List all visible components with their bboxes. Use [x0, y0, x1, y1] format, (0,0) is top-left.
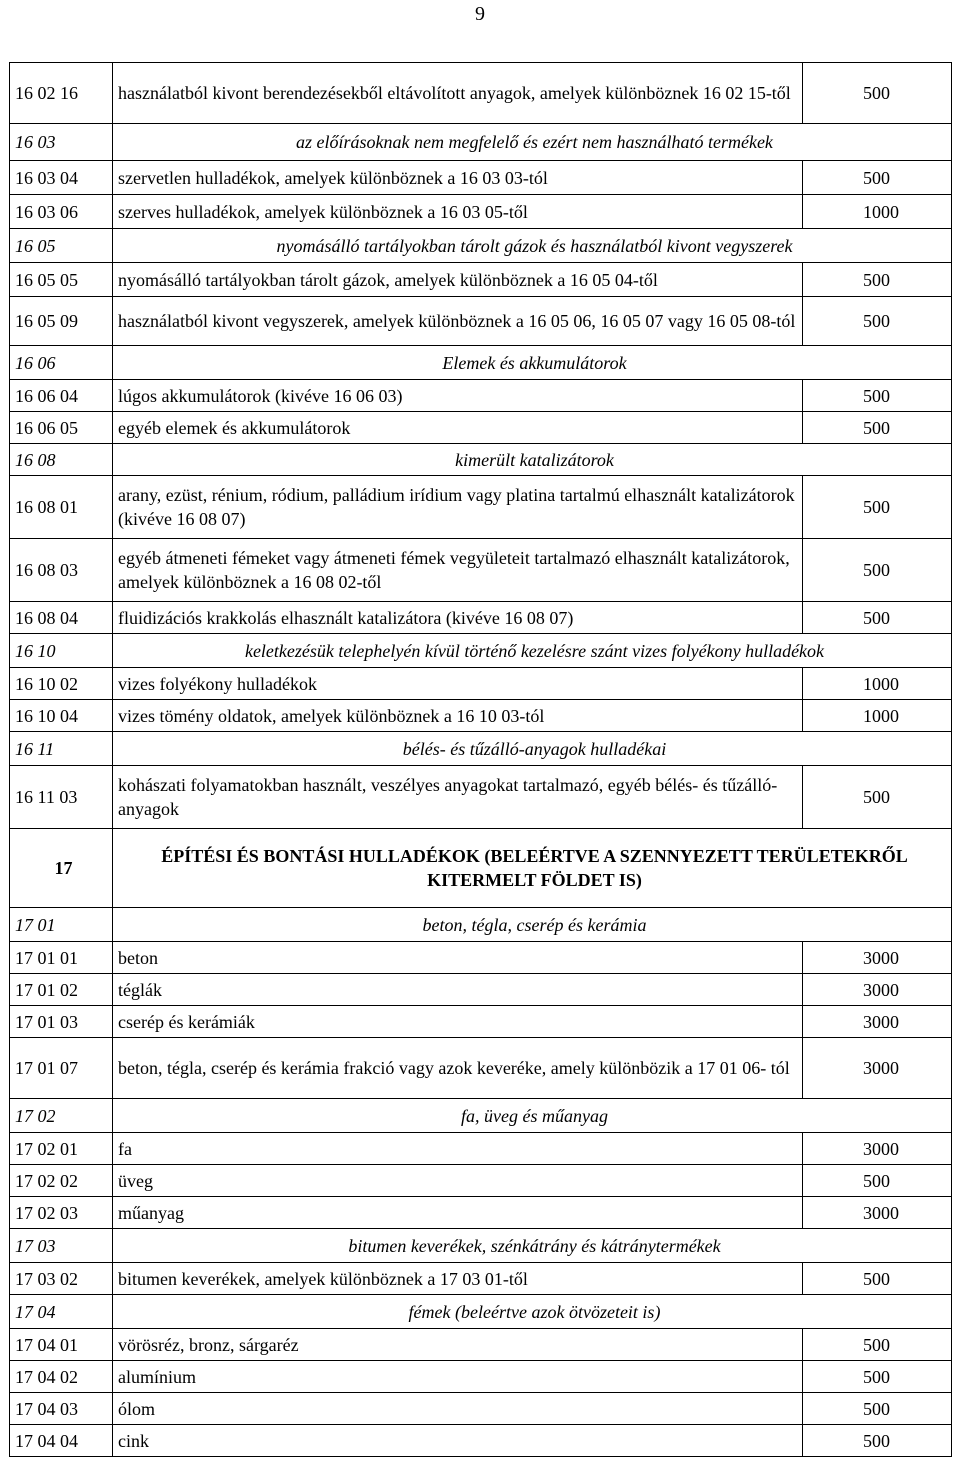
- waste-description: fa, üveg és műanyag: [113, 1099, 952, 1133]
- limit-value: 500: [803, 161, 952, 195]
- table-row: [10, 1229, 952, 1263]
- table-row: [10, 1329, 952, 1361]
- waste-code: 16 08 04: [10, 602, 113, 634]
- limit-value: 500: [803, 412, 952, 444]
- waste-description: ólom: [113, 1393, 803, 1425]
- waste-code: 16 11: [10, 732, 113, 766]
- waste-code: 17 04 03: [10, 1393, 113, 1425]
- limit-value: 500: [803, 766, 952, 829]
- limit-value: 3000: [803, 1038, 952, 1099]
- waste-code: 17 02 03: [10, 1197, 113, 1229]
- limit-value: 3000: [803, 1133, 952, 1165]
- waste-description: beton, tégla, cserép és kerámia frakció vagy azok keveréke, amely különbözik a 17 01 06- tól: [113, 1038, 803, 1099]
- waste-description: keletkezésük telephelyén kívül történő kezelésre szánt vizes folyékony hulladékok: [113, 634, 952, 668]
- waste-code: 17 02 02: [10, 1165, 113, 1197]
- table-row: [10, 124, 952, 161]
- table-row: [10, 1165, 952, 1197]
- limit-value: 3000: [803, 1197, 952, 1229]
- table-row: [10, 634, 952, 668]
- waste-description: vörösréz, bronz, sárgaréz: [113, 1329, 803, 1361]
- limit-value: 500: [803, 1329, 952, 1361]
- limit-value: 500: [803, 1393, 952, 1425]
- limit-value: 500: [803, 602, 952, 634]
- limit-value: 500: [803, 1361, 952, 1393]
- limit-value: 500: [803, 297, 952, 346]
- table-row: [10, 1133, 952, 1165]
- waste-code: 17 01 07: [10, 1038, 113, 1099]
- table-row: [10, 1393, 952, 1425]
- waste-description: egyéb átmeneti fémeket vagy átmeneti fémek vegyületeit tartalmazó elhasznált katalizátorok, amelyek különböznek a 16 08 02-től: [113, 539, 803, 602]
- waste-code: 16 03 06: [10, 195, 113, 229]
- waste-code: 17 02: [10, 1099, 113, 1133]
- table-row: [10, 974, 952, 1006]
- table-row: [10, 297, 952, 346]
- limit-value: 500: [803, 63, 952, 124]
- waste-description: beton, tégla, cserép és kerámia: [113, 908, 952, 942]
- waste-code: 16 05 05: [10, 263, 113, 297]
- table-row: [10, 63, 952, 124]
- waste-code: 17 01 02: [10, 974, 113, 1006]
- waste-code: 17 02 01: [10, 1133, 113, 1165]
- waste-description: Elemek és akkumulátorok: [113, 346, 952, 380]
- limit-value: 1000: [803, 700, 952, 732]
- waste-description: cink: [113, 1425, 803, 1457]
- limit-value: 500: [803, 1165, 952, 1197]
- table-row: [10, 602, 952, 634]
- waste-description: az előírásoknak nem megfelelő és ezért nem használható termékek: [113, 124, 952, 161]
- table-row: [10, 161, 952, 195]
- waste-description: ÉPÍTÉSI ÉS BONTÁSI HULLADÉKOK (BELEÉRTVE A SZENNYEZETT TERÜLETEKRŐL KITERMELT FÖLDET IS): [113, 829, 952, 908]
- limit-value: 3000: [803, 942, 952, 974]
- waste-description: nyomásálló tartályokban tárolt gázok, amelyek különböznek a 16 05 04-től: [113, 263, 803, 297]
- table-row: [10, 539, 952, 602]
- limit-value: 500: [803, 476, 952, 539]
- waste-code: 16 03: [10, 124, 113, 161]
- waste-description: fluidizációs krakkolás elhasznált katalizátora (kivéve 16 08 07): [113, 602, 803, 634]
- table-row: [10, 732, 952, 766]
- table-row: [10, 412, 952, 444]
- waste-description: vizes folyékony hulladékok: [113, 668, 803, 700]
- waste-code: 17 04: [10, 1295, 113, 1329]
- waste-description: fémek (beleértve azok ötvözeteit is): [113, 1295, 952, 1329]
- limit-value: 3000: [803, 1006, 952, 1038]
- waste-code: 16 05: [10, 229, 113, 263]
- waste-description: szervetlen hulladékok, amelyek különböznek a 16 03 03-tól: [113, 161, 803, 195]
- waste-code: 17 01 01: [10, 942, 113, 974]
- waste-code: 16 05 09: [10, 297, 113, 346]
- limit-value: 500: [803, 380, 952, 412]
- waste-description: cserép és kerámiák: [113, 1006, 803, 1038]
- waste-code-table: [9, 62, 952, 1457]
- waste-description: használatból kivont vegyszerek, amelyek különböznek a 16 05 06, 16 05 07 vagy 16 05 08-tól: [113, 297, 803, 346]
- waste-description: vizes tömény oldatok, amelyek különböznek a 16 10 03-tól: [113, 700, 803, 732]
- limit-value: 500: [803, 263, 952, 297]
- waste-code: 16 08 01: [10, 476, 113, 539]
- waste-code: 16 10 02: [10, 668, 113, 700]
- limit-value: 3000: [803, 974, 952, 1006]
- table-row: [10, 195, 952, 229]
- table-row: [10, 908, 952, 942]
- waste-description: bitumen keverékek, szénkátrány és kátránytermékek: [113, 1229, 952, 1263]
- waste-code: 16 02 16: [10, 63, 113, 124]
- waste-description: kohászati folyamatokban használt, veszélyes anyagokat tartalmazó, egyéb bélés- és tűzálló-anyagok: [113, 766, 803, 829]
- table-row: [10, 1263, 952, 1295]
- waste-code: 16 06 05: [10, 412, 113, 444]
- table-row: [10, 1006, 952, 1038]
- waste-code: 17 01: [10, 908, 113, 942]
- waste-description: alumínium: [113, 1361, 803, 1393]
- waste-description: üveg: [113, 1165, 803, 1197]
- waste-description: nyomásálló tartályokban tárolt gázok és használatból kivont vegyszerek: [113, 229, 952, 263]
- page-number: 9: [475, 3, 485, 25]
- waste-description: beton: [113, 942, 803, 974]
- table-row: [10, 829, 952, 908]
- table-row: [10, 263, 952, 297]
- waste-code: 17 04 04: [10, 1425, 113, 1457]
- waste-code: 16 03 04: [10, 161, 113, 195]
- waste-code: 16 08 03: [10, 539, 113, 602]
- limit-value: 1000: [803, 195, 952, 229]
- table-row: [10, 668, 952, 700]
- table-row: [10, 942, 952, 974]
- waste-description: téglák: [113, 974, 803, 1006]
- table-row: [10, 1361, 952, 1393]
- table-body: [10, 63, 952, 1457]
- limit-value: 500: [803, 539, 952, 602]
- waste-code: 16 06 04: [10, 380, 113, 412]
- waste-code: 17: [10, 829, 113, 908]
- waste-description: egyéb elemek és akkumulátorok: [113, 412, 803, 444]
- waste-code: 16 06: [10, 346, 113, 380]
- waste-code: 16 11 03: [10, 766, 113, 829]
- limit-value: 500: [803, 1263, 952, 1295]
- waste-description: arany, ezüst, rénium, ródium, palládium irídium vagy platina tartalmú elhasznált katalizátorok (kivéve 16 08 07): [113, 476, 803, 539]
- waste-code: 17 04 02: [10, 1361, 113, 1393]
- table-row: [10, 766, 952, 829]
- table-row: [10, 1425, 952, 1457]
- limit-value: 500: [803, 1425, 952, 1457]
- waste-code: 17 03 02: [10, 1263, 113, 1295]
- waste-code: 16 08: [10, 444, 113, 476]
- waste-code: 16 10: [10, 634, 113, 668]
- waste-description: bélés- és tűzálló-anyagok hulladékai: [113, 732, 952, 766]
- waste-description: fa: [113, 1133, 803, 1165]
- waste-description: bitumen keverékek, amelyek különböznek a 17 03 01-től: [113, 1263, 803, 1295]
- table-row: [10, 1295, 952, 1329]
- table-row: [10, 1038, 952, 1099]
- table-row: [10, 1099, 952, 1133]
- table-row: [10, 229, 952, 263]
- table-row: [10, 380, 952, 412]
- waste-description: használatból kivont berendezésekből eltávolított anyagok, amelyek különböznek 16 02 15-től: [113, 63, 803, 124]
- waste-code: 17 04 01: [10, 1329, 113, 1361]
- waste-code: 17 03: [10, 1229, 113, 1263]
- limit-value: 1000: [803, 668, 952, 700]
- waste-description: lúgos akkumulátorok (kivéve 16 06 03): [113, 380, 803, 412]
- table-row: [10, 1197, 952, 1229]
- waste-description: kimerült katalizátorok: [113, 444, 952, 476]
- table-row: [10, 476, 952, 539]
- waste-code: 17 01 03: [10, 1006, 113, 1038]
- waste-description: műanyag: [113, 1197, 803, 1229]
- waste-code: 16 10 04: [10, 700, 113, 732]
- table-row: [10, 700, 952, 732]
- table-row: [10, 346, 952, 380]
- waste-description: szerves hulladékok, amelyek különböznek a 16 03 05-től: [113, 195, 803, 229]
- table-row: [10, 444, 952, 476]
